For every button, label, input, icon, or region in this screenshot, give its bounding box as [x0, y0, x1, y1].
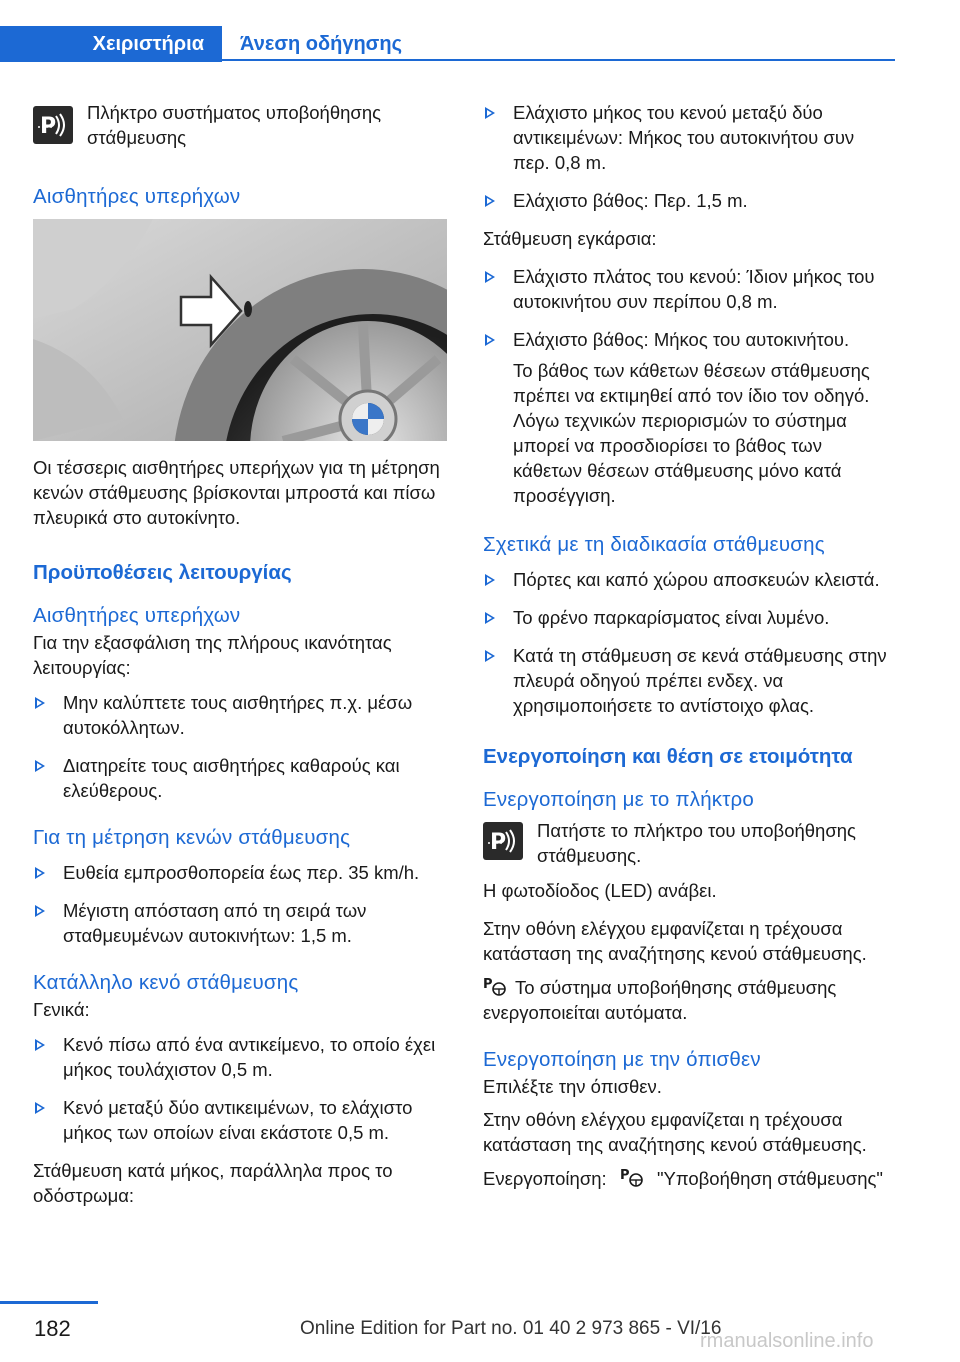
auto-text: Το σύστημα υποβοήθησης στάθμευσης ενεργοποιείται αυτόματα. — [483, 977, 837, 1023]
bullet-triangle-icon — [485, 271, 495, 283]
bullet-triangle-icon — [485, 612, 495, 624]
edition-text: Online Edition for Part no. 01 40 2 973 865 - VI/16 — [300, 1318, 722, 1339]
sensor-location-photo — [33, 219, 447, 441]
procedure-heading: Σχετικά με τη διαδικασία στάθμευσης — [483, 533, 825, 556]
left-column — [33, 100, 451, 1221]
space-heading: Κατάλληλο κενό στάθμευσης — [33, 971, 299, 994]
auto-paragraph — [483, 974, 895, 1025]
list-item: Πόρτες και καπό χώρου αποσκευών κλειστά. — [483, 567, 895, 592]
reverse-screen-text: Στην οθόνη ελέγχου εμφανίζεται η τρέχουσα κατάσταση της αναζήτησης κενού στάθμευσης. — [483, 1109, 867, 1155]
button-icon-paragraph — [483, 818, 895, 868]
bullet-triangle-icon — [485, 334, 495, 346]
bullet-triangle-icon — [35, 905, 45, 917]
bullet-triangle-icon — [485, 107, 495, 119]
sensors-list — [33, 690, 451, 803]
right-column — [483, 100, 895, 1204]
parallel-list — [483, 100, 895, 213]
led-text: Η φωτοδίοδος (LED) ανάβει. — [483, 880, 717, 901]
sensors-sub-heading: Αισθητήρες υπερήχων — [33, 604, 241, 627]
reverse-heading: Ενεργοποίηση με την όπισθεν — [483, 1048, 761, 1071]
list-item: Ευθεία εμπροσθοπορεία έως περ. 35 km/h. — [33, 860, 451, 885]
space-list — [33, 1032, 451, 1145]
page-header — [0, 26, 895, 62]
measure-heading: Για τη μέτρηση κενών στάθμευσης — [33, 826, 351, 849]
button-icon-text: Πατήστε το πλήκτρο του υποβοήθησης στάθμευσης. — [537, 820, 856, 866]
depth-note: Το βάθος των κάθετων θέσεων στάθμευσης πρέπει να εκτιμηθεί από τον ίδιο τον οδηγό. Λόγω τεχνικών περιορισμών το σύστημα μπορεί να προσδιορίσει το βάθος των κάθετων θέσεων στάθμευσης μόνο κατά προσέγγιση. — [513, 360, 870, 506]
preconditions-heading: Προϋποθέσεις λειτουργίας — [33, 561, 292, 584]
intro-icon-text: Πλήκτρο συστήματος υποβοήθησης στάθμευσης — [87, 102, 382, 148]
park-assist-symbol-icon — [483, 974, 509, 998]
parallel-text: Στάθμευση κατά μήκος, παράλληλα προς το οδόστρωμα: — [33, 1160, 393, 1206]
svg-text:P: P — [483, 977, 493, 992]
list-item: Διατηρείτε τους αισθητήρες καθαρούς και ελεύθερους. — [33, 753, 451, 803]
screen-text: Στην οθόνη ελέγχου εμφανίζεται η τρέχουσα κατάσταση της αναζήτησης κενού στάθμευσης. — [483, 918, 867, 964]
intro-icon-paragraph — [33, 100, 451, 150]
perpendicular-text: Στάθμευση εγκάρσια: — [483, 228, 657, 249]
watermark: rmanualsonline.info — [700, 1330, 874, 1352]
bullet-triangle-icon — [485, 650, 495, 662]
activation-heading: Ενεργοποίηση και θέση σε ετοιμότητα — [483, 745, 853, 768]
list-item: Ελάχιστο βάθος: Περ. 1,5 m. — [483, 188, 895, 213]
list-item: Ελάχιστο μήκος του κενού μεταξύ δύο αντικειμένων: Μήκος του αυτοκινήτου συν περ. 0,8 m. — [483, 100, 895, 175]
bullet-triangle-icon — [35, 1039, 45, 1051]
bullet-triangle-icon — [35, 760, 45, 772]
svg-text:P: P — [40, 114, 57, 139]
perpendicular-list — [483, 264, 895, 352]
activation-value: "Υποβοήθηση στάθμευσης" — [656, 1168, 883, 1189]
list-item: Μέγιστη απόσταση από τη σειρά των σταθμευμένων αυτοκινήτων: 1,5 m. — [33, 898, 451, 948]
list-item: Κενό πίσω από ένα αντικείμενο, το οποίο έχει μήκος τουλάχιστον 0,5 m. — [33, 1032, 451, 1082]
svg-text:P: P — [619, 1168, 630, 1183]
bullet-triangle-icon — [35, 867, 45, 879]
list-item: Κατά τη στάθμευση σε κενά στάθμευσης στην πλευρά οδηγού πρέπει ενδεχ. να χρησιμοποιήσετε το αντίστοιχο φλας. — [483, 643, 895, 718]
list-item: Ελάχιστο βάθος: Μήκος του αυτοκινήτου. — [483, 327, 895, 352]
procedure-list — [483, 567, 895, 718]
list-item: Το φρένο παρκαρίσματος είναι λυμένο. — [483, 605, 895, 630]
bullet-triangle-icon — [485, 574, 495, 586]
button-heading: Ενεργοποίηση με το πλήκτρο — [483, 788, 754, 811]
activation-label: Ενεργοποίηση: — [483, 1168, 607, 1189]
bullet-triangle-icon — [35, 1102, 45, 1114]
svg-text:P: P — [490, 830, 507, 855]
sensors-heading: Αισθητήρες υπερήχων — [33, 185, 241, 208]
tab-controls[interactable]: Χειριστήρια — [0, 26, 222, 62]
measure-list — [33, 860, 451, 948]
list-item: Κενό μεταξύ δύο αντικειμένων, το ελάχιστο μήκος των οποίων είναι εκάστοτε 0,5 m. — [33, 1095, 451, 1145]
reverse-select: Επιλέξτε την όπισθεν. — [483, 1076, 662, 1097]
list-item: Ελάχιστο πλάτος του κενού: Ίδιον μήκος του αυτοκινήτου συν περίπου 0,8 m. — [483, 264, 895, 314]
tab-driving-comfort[interactable]: Άνεση οδήγησης — [240, 32, 402, 55]
space-general: Γενικά: — [33, 999, 90, 1020]
park-assist-symbol-icon — [620, 1165, 646, 1189]
bullet-triangle-icon — [485, 195, 495, 207]
park-assist-button-icon — [483, 822, 523, 860]
activation-line — [483, 1165, 895, 1191]
sensors-sub-text: Για την εξασφάλιση της πλήρους ικανότητας λειτουργίας: — [33, 632, 392, 678]
page-number: 182 — [34, 1316, 71, 1341]
footer-rule — [0, 1301, 98, 1304]
bullet-triangle-icon — [35, 697, 45, 709]
list-item: Μην καλύπτετε τους αισθητήρες π.χ. μέσω αυτοκόλλητων. — [33, 690, 451, 740]
park-assist-button-icon — [33, 106, 73, 144]
sensors-caption: Οι τέσσερις αισθητήρες υπερήχων για τη μέτρηση κενών στάθμευσης βρίσκονται μπροστά και πίσω πλευρικά στο αυτοκίνητο. — [33, 457, 440, 528]
